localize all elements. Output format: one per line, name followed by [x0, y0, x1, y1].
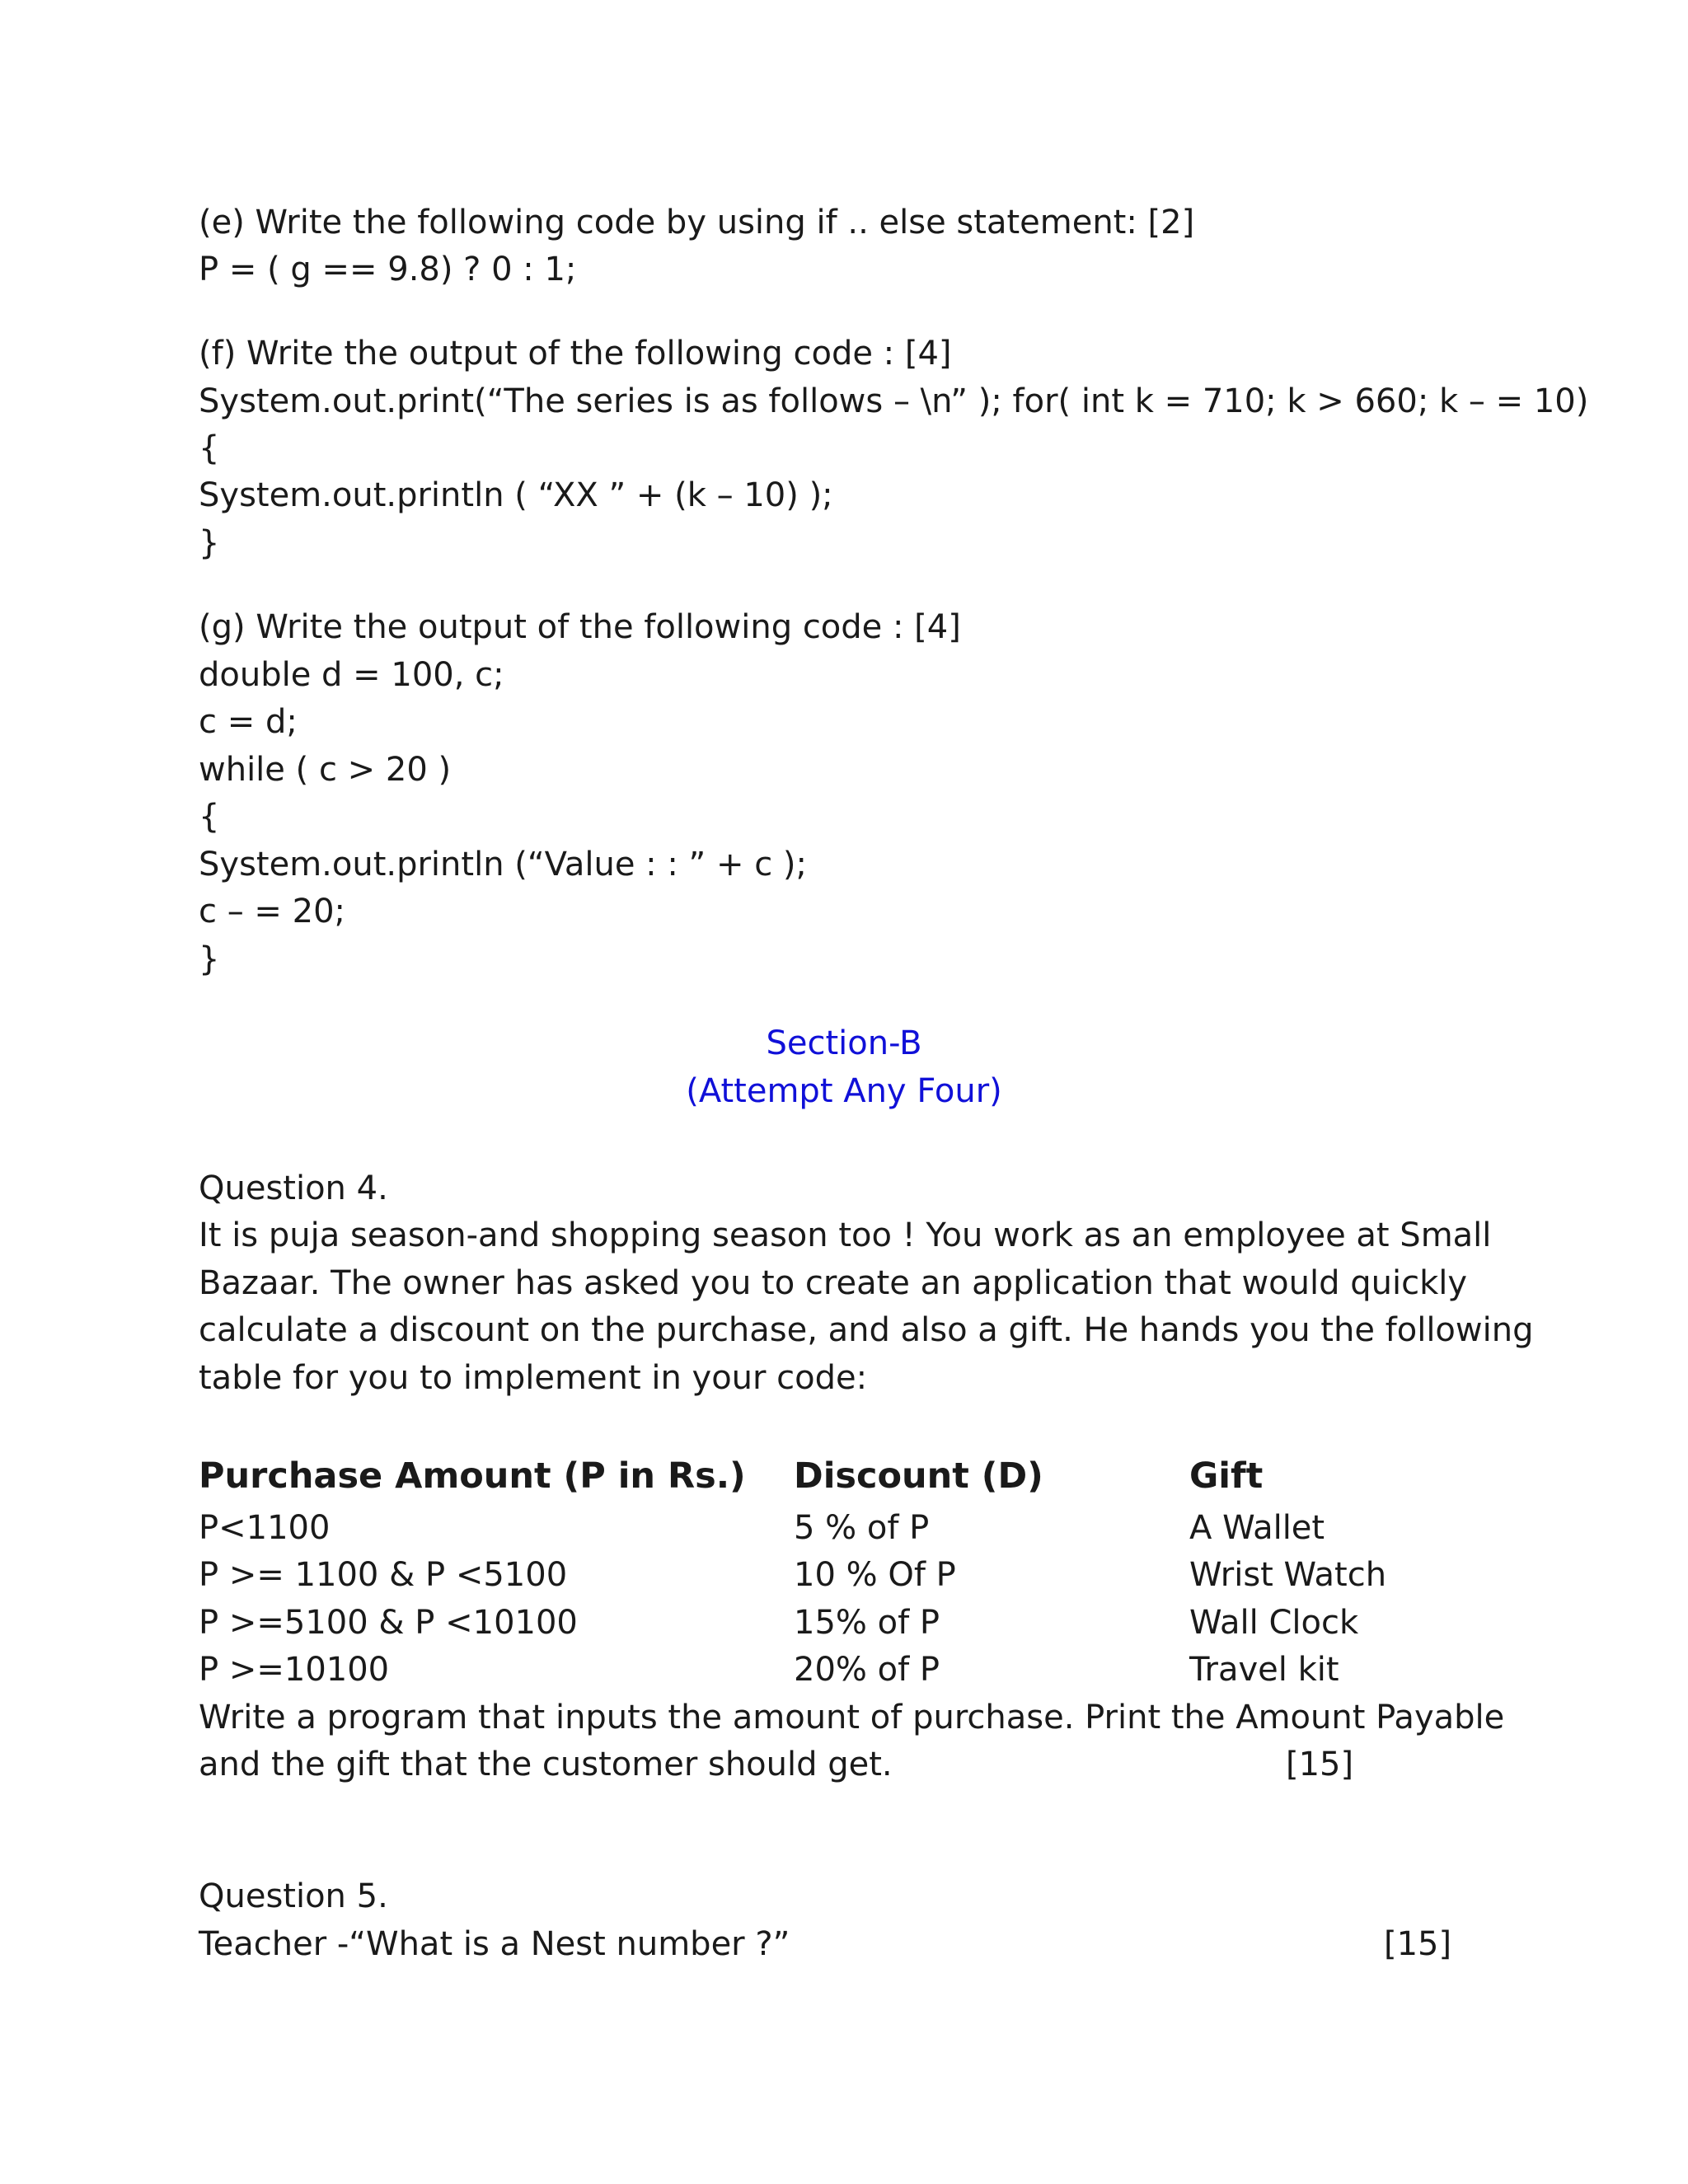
question-g-code-line: }	[199, 940, 220, 978]
question-4-task-line: and the gift that the customer should get.	[199, 1746, 893, 1783]
table-cell-discount: 15% of P	[794, 1604, 940, 1642]
question-4-task-line: Write a program that inputs the amount of purchase. Print the Amount Payable	[199, 1699, 1505, 1736]
question-g-heading: (g) Write the output of the following code : [4]	[199, 608, 961, 646]
question-5-marks: [15]	[1384, 1925, 1452, 1963]
question-4-intro-line: It is puja season-and shopping season too ! You work as an employee at Small	[199, 1216, 1492, 1254]
question-f-code-line: {	[199, 429, 220, 467]
section-b-subtitle: (Attempt Any Four)	[686, 1072, 1002, 1110]
question-g-code-line: {	[199, 798, 220, 836]
question-4-label: Question 4.	[199, 1169, 388, 1207]
table-cell-purchase: P >=5100 & P <10100	[199, 1604, 578, 1642]
table-cell-purchase: P >= 1100 & P <5100	[199, 1556, 568, 1594]
question-g-code-line: c – = 20;	[199, 893, 346, 930]
question-4-intro-line: calculate a discount on the purchase, and also a gift. He hands you the following	[199, 1311, 1534, 1349]
question-g-code-line: while ( c > 20 )	[199, 751, 452, 789]
question-g-code-line: System.out.println (“Value : : ” + c );	[199, 846, 807, 883]
table-cell-gift: Travel kit	[1189, 1651, 1339, 1689]
question-4-marks: [15]	[1286, 1746, 1354, 1783]
question-f-code-line: System.out.print(“The series is as follows – \n” ); for( int k = 710; k > 660; k – = 10)	[199, 382, 1589, 420]
section-b-title: Section-B	[766, 1024, 922, 1062]
table-cell-purchase: P >=10100	[199, 1651, 390, 1689]
table-cell-gift: Wrist Watch	[1189, 1556, 1387, 1594]
table-cell-purchase: P<1100	[199, 1509, 331, 1547]
table-header-discount: Discount (D)	[794, 1455, 1043, 1497]
question-f-code-line: }	[199, 524, 220, 562]
question-5-text: Teacher -“What is a Nest number ?”	[199, 1925, 790, 1963]
question-e-heading: (e) Write the following code by using if .. else statement: [2]	[199, 204, 1195, 241]
question-5-label: Question 5.	[199, 1877, 388, 1915]
question-g-code-line: double d = 100, c;	[199, 656, 504, 694]
question-e-code-line: P = ( g == 9.8) ? 0 : 1;	[199, 251, 577, 288]
table-cell-discount: 10 % Of P	[794, 1556, 956, 1594]
table-cell-gift: A Wallet	[1189, 1509, 1325, 1547]
question-f-code-line: System.out.println ( “XX ” + (k – 10) );	[199, 476, 833, 514]
question-4-intro-line: Bazaar. The owner has asked you to create an application that would quickly	[199, 1264, 1468, 1302]
question-f-heading: (f) Write the output of the following code : [4]	[199, 335, 952, 373]
table-cell-discount: 5 % of P	[794, 1509, 930, 1547]
table-cell-gift: Wall Clock	[1189, 1604, 1359, 1642]
table-cell-discount: 20% of P	[794, 1651, 940, 1689]
question-g-code-line: c = d;	[199, 703, 298, 741]
table-header-purchase: Purchase Amount (P in Rs.)	[199, 1455, 746, 1497]
table-header-gift: Gift	[1189, 1455, 1264, 1497]
question-4-intro-line: table for you to implement in your code:	[199, 1359, 868, 1397]
